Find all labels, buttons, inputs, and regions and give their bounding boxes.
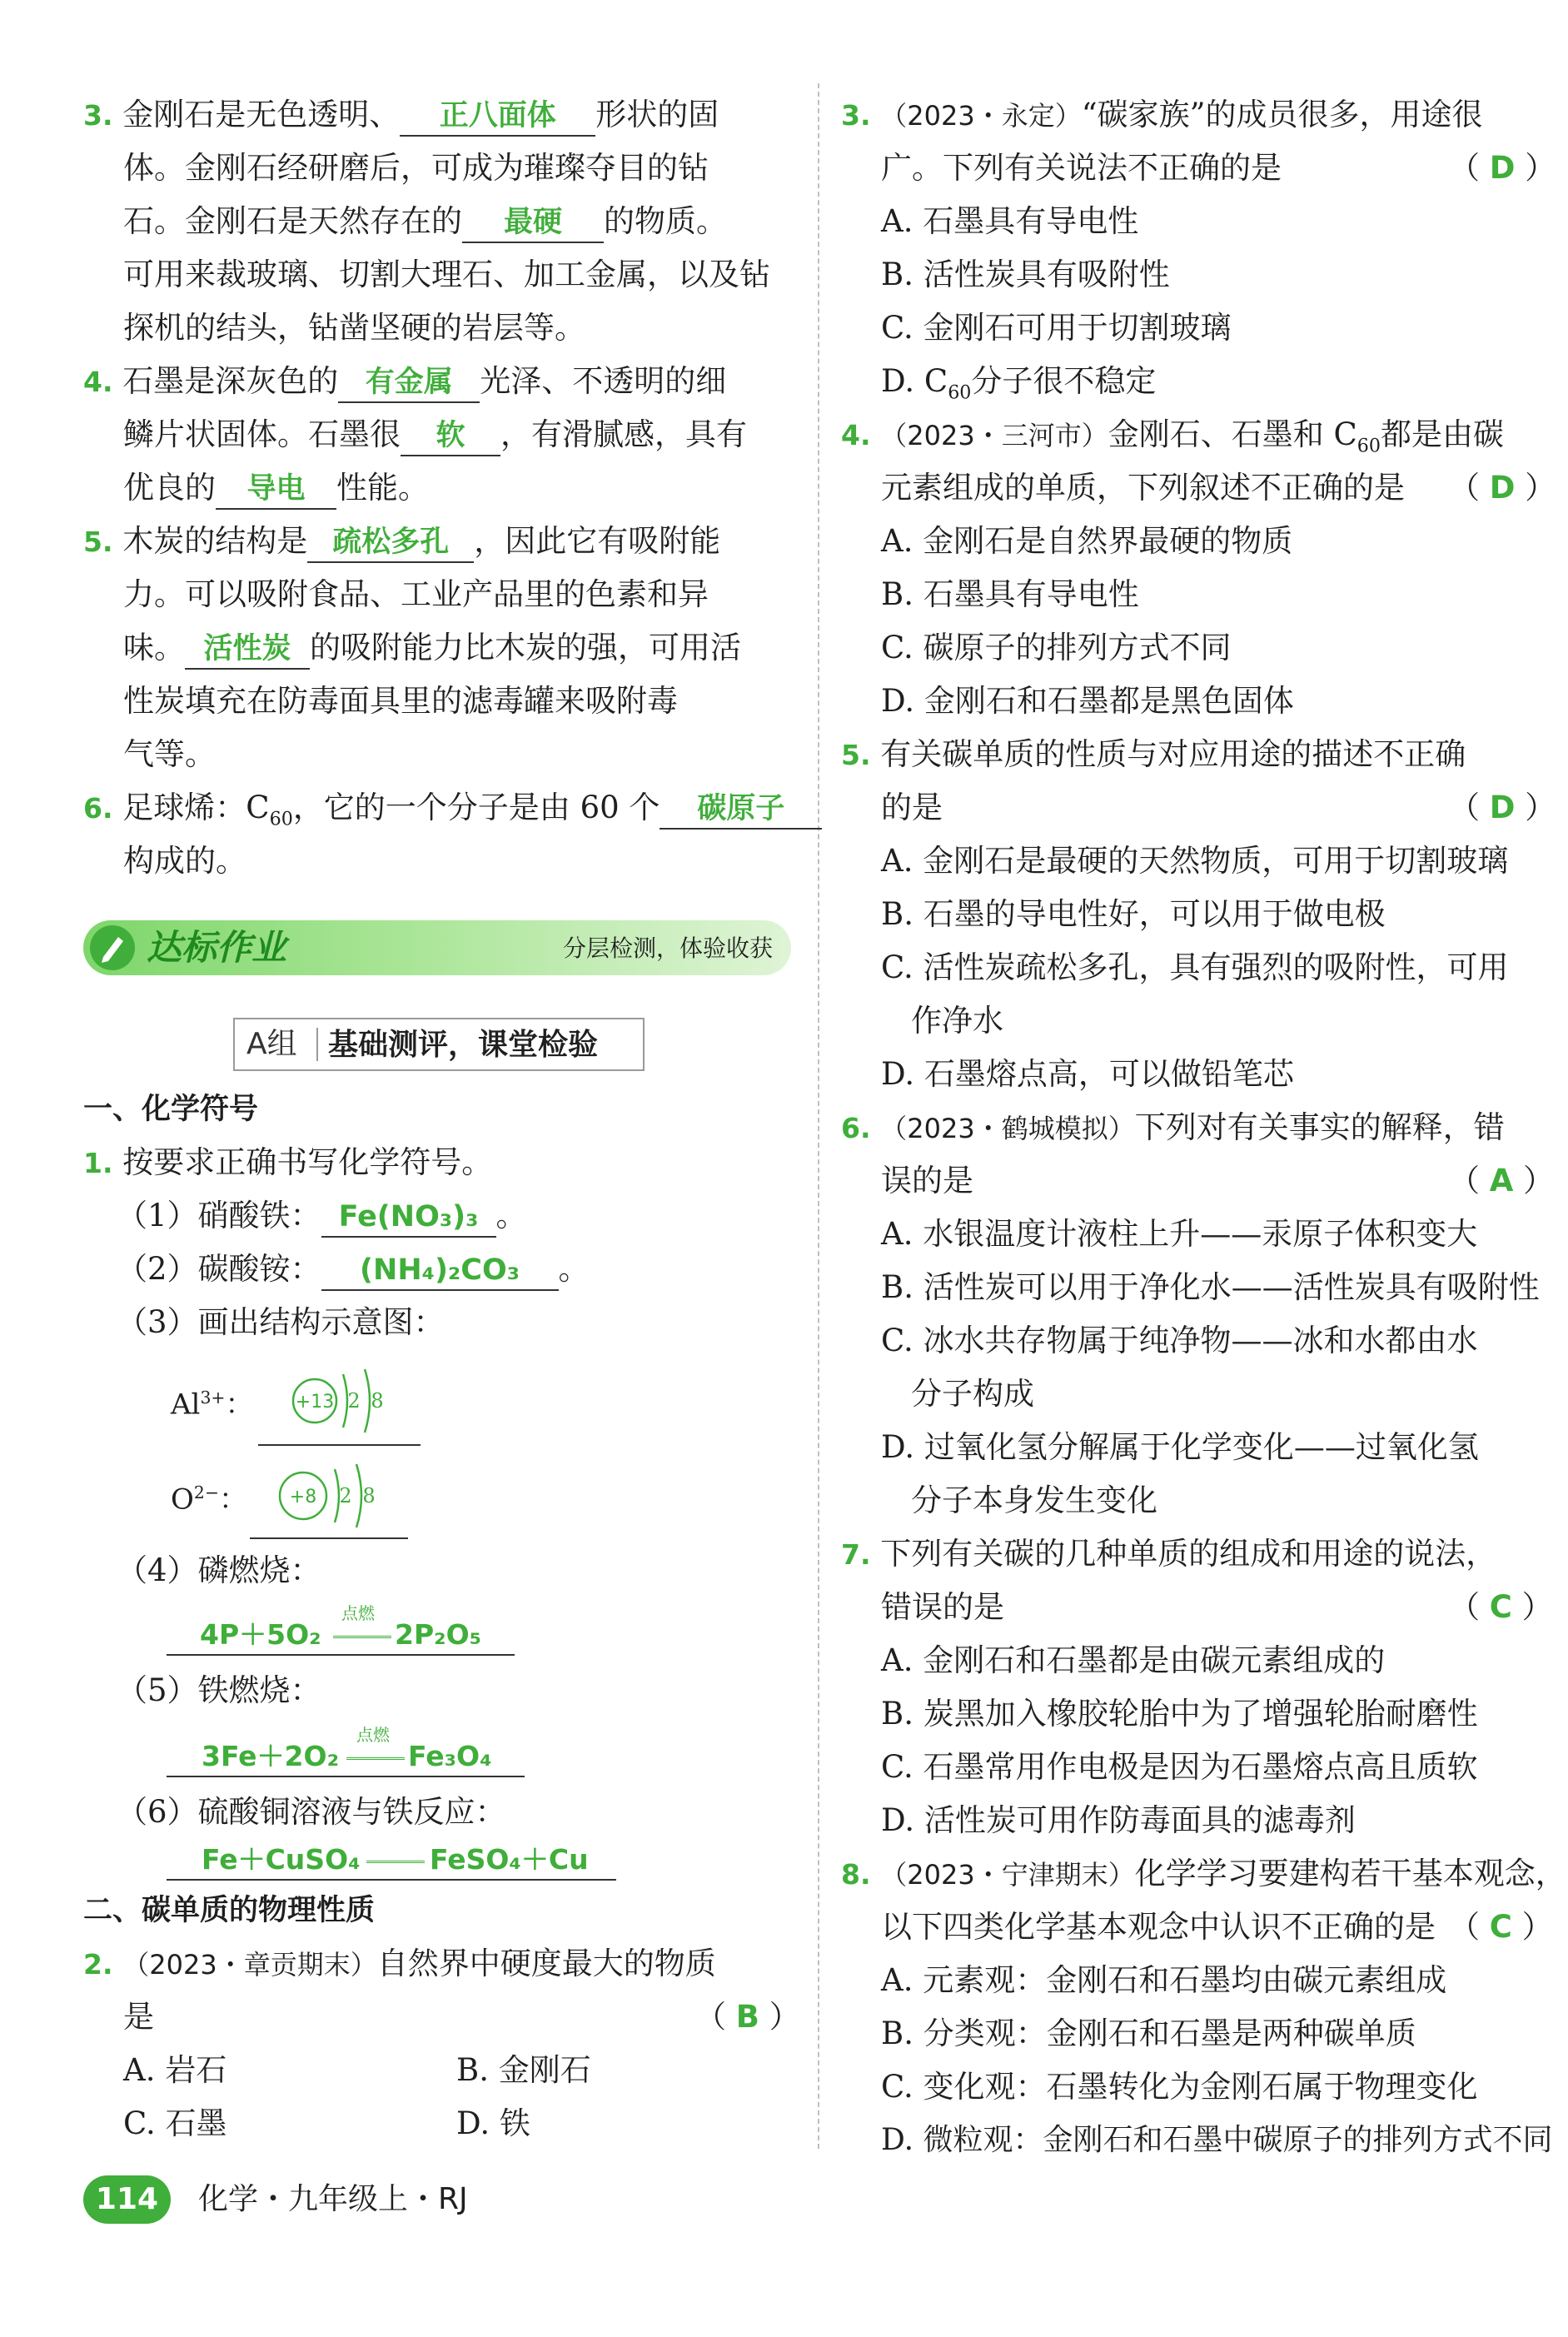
r-q6-option-c: C. 冰水共存物属于纯净物——冰和水都由水 [881, 1323, 1478, 1358]
r-q5-option-d: D. 石墨熔点高，可以做铅笔芯 [881, 1056, 1294, 1092]
q3-line-4: 可用来裁玻璃、切割大理石、加工金属，以及钻 [123, 257, 770, 292]
page-number: 114 [83, 2175, 171, 2224]
equation-5-left: 3Fe＋2O₂ [202, 1740, 340, 1772]
q3-blank-1: 正八面体 [400, 97, 595, 137]
q5-blank-1: 疏松多孔 [307, 523, 474, 563]
r-q7-option-b: B. 炭黑加入橡胶轮胎中为了增强轮胎耐磨性 [881, 1696, 1478, 1732]
r-q7-option-d: D. 活性炭可用作防毒面具的滤毒剂 [881, 1802, 1356, 1838]
r-q7-line-1: 7. 下列有关碳的几种单质的组成和用途的说法， [841, 1536, 1497, 1572]
q2-option-b: B. 金刚石 [456, 2052, 591, 2088]
r-q6-option-d-cont: 分子本身发生变化 [911, 1482, 1157, 1518]
r-q8-line-2: 以下四类化学基本观念中认识不正确的是 [881, 1909, 1436, 1945]
r-q5-option-c-cont: 作净水 [911, 1003, 1003, 1039]
q1-part-3: （3）画出结构示意图： [117, 1304, 445, 1340]
equation-5-underline [167, 1776, 525, 1777]
q4-blank-2: 软 [401, 416, 500, 456]
r-q4-option-d: D. 金刚石和石墨都是黑色固体 [881, 683, 1294, 719]
r-q4-line-2: 元素组成的单质，下列叙述不正确的是 [881, 470, 1405, 506]
equation-4-right: 2P₂O₅ [395, 1618, 482, 1651]
equation-4-condition: 点燃 [341, 1603, 375, 1623]
q5-line-4: 性炭填充在防毒面具里的滤毒罐来吸附毒 [123, 683, 678, 719]
r-q4-option-b: B. 石墨具有导电性 [881, 576, 1139, 612]
r-q8-option-a: A. 元素观：金刚石和石墨均由碳元素组成 [881, 1962, 1447, 1998]
equation-6-right: FeSO₄＋Cu [430, 1843, 589, 1876]
r-q3-option-d: D. $C_{60}$分子很不稳定 [881, 363, 1157, 404]
r-q6-option-a: A. 水银温度计液柱上升——汞原子体积变大 [881, 1216, 1478, 1252]
equation-5-equals [346, 1757, 405, 1762]
r-q4-answer-paren: （ D ） [1449, 470, 1556, 506]
q5-blank-2: 活性炭 [185, 630, 310, 670]
r-q4-option-c: C. 碳原子的排列方式不同 [881, 630, 1232, 665]
q3-line-1: 3. 金刚石是无色透明、 正八面体 形状的固 [83, 93, 719, 137]
q6-blank-1: 碳原子 [660, 790, 822, 830]
q5-line-1: 5. 木炭的结构是 疏松多孔 ，因此它有吸附能 [83, 520, 720, 564]
q3-line-5: 探机的结头，钻凿坚硬的岩层等。 [123, 310, 585, 346]
q4-line-3: 优良的 导电 性能。 [123, 466, 429, 510]
o-shell-2-electrons: 8 [362, 1484, 376, 1507]
q6-line-2: 构成的。 [123, 843, 246, 879]
r-q6-option-d: D. 过氧化氢分解属于化学变化——过氧化氢 [881, 1429, 1479, 1465]
r-q7-option-a: A. 金刚石和石墨都是由碳元素组成的 [881, 1642, 1386, 1678]
q3-blank-2: 最硬 [462, 203, 604, 243]
q1-answer-2: (NH₄)₂CO₃ [321, 1251, 559, 1291]
r-q8-answer-paren: （ C ） [1449, 1909, 1553, 1945]
pencil-icon [90, 925, 135, 970]
r-q5-option-b: B. 石墨的导电性好，可以用于做电极 [881, 896, 1386, 932]
group-label: A组 [246, 1027, 297, 1061]
q1-intro: 1. 按要求正确书写化学符号。 [83, 1144, 493, 1180]
q1-part-6: （6）硫酸铜溶液与铁反应： [117, 1794, 506, 1830]
o-atomic-structure-diagram [250, 1453, 416, 1544]
equation-6-left: Fe＋CuSO₄ [202, 1843, 361, 1876]
al-shell-2-electrons: 8 [371, 1389, 384, 1413]
r-q5-line-1: 5. 有关碳单质的性质与对应用途的描述不正确 [841, 736, 1466, 772]
r-q6-line-1: 6. （2023・鹤城模拟）下列对有关事实的解释，错 [841, 1109, 1505, 1145]
r-q6-option-c-cont: 分子构成 [911, 1376, 1034, 1412]
r-q7-option-c: C. 石墨常用作电极是因为石墨熔点高且质软 [881, 1749, 1478, 1785]
equation-6-equals [366, 1861, 425, 1866]
r-q8-line-1: 8. （2023・宁津期末）化学学习要建构若干基本观念， [841, 1856, 1566, 1891]
banner-subtitle: 分层检测，体验收获 [562, 934, 773, 962]
r-q5-option-a: A. 金刚石是最硬的天然物质，可用于切割玻璃 [881, 843, 1509, 879]
equation-5-right: Fe₃O₄ [408, 1740, 492, 1772]
r-q3-option-a: A. 石墨具有导电性 [881, 203, 1139, 239]
o-shell-1-electrons: 2 [339, 1484, 352, 1507]
equation-4-underline [167, 1654, 515, 1656]
q4-line-1: 4. 石墨是深灰色的 有金属 光泽、不透明的细 [83, 360, 726, 404]
equation-6-underline [167, 1879, 616, 1881]
al-atomic-structure-diagram [250, 1359, 425, 1451]
q1-part-1: （1）硝酸铁： Fe(NO₃)₃ 。 [117, 1194, 527, 1238]
r-q5-answer-paren: （ D ） [1449, 790, 1556, 825]
q4-line-2: 鳞片状固体。石墨很 软 ，有滑腻感，具有 [123, 413, 747, 456]
r-q5-line-2: 的是 [881, 790, 943, 825]
r-q7-line-2: 错误的是 [881, 1589, 1004, 1625]
q2-option-c: C. 石墨 [123, 2105, 227, 2141]
q2-line-1: 2. （2023・章贡期末）自然界中硬度最大的物质 [83, 1946, 716, 1981]
r-q4-option-a: A. 金刚石是自然界最硬的物质 [881, 523, 1293, 559]
q6-line-1: 6. 足球烯：$C_{60}$，它的一个分子是由 60 个 碳原子 [83, 786, 822, 840]
section-heading-1: 一、化学符号 [83, 1093, 259, 1126]
r-q8-option-d: D. 微粒观：金刚石和石墨中碳原子的排列方式不同 [881, 2123, 1553, 2157]
footer-book-title: 化学・九年级上・RJ [198, 2182, 468, 2216]
q5-line-3: 味。 活性炭 的吸附能力比木炭的强，可用活 [123, 626, 741, 670]
q5-line-5: 气等。 [123, 736, 216, 772]
al-ion-label: $Al^{3+}$： [171, 1388, 254, 1422]
q1-part-5: （5）铁燃烧： [117, 1672, 321, 1708]
r-q6-option-b: B. 活性炭可以用于净化水——活性炭具有吸附性 [881, 1269, 1540, 1305]
q5-line-2: 力。可以吸附食品、工业产品里的色素和异 [123, 576, 709, 612]
q2-answer-paren: （ B ） [695, 1999, 800, 2035]
r-q7-answer-paren: （ C ） [1449, 1589, 1553, 1625]
group-a-box [233, 1018, 645, 1071]
r-q8-option-c: C. 变化观：石墨转化为金刚石属于物理变化 [881, 2069, 1478, 2105]
r-q3-option-c: C. 金刚石可用于切割玻璃 [881, 310, 1232, 346]
q1-part-4: （4）磷燃烧： [117, 1552, 321, 1588]
r-q6-answer-paren: （ A ） [1449, 1163, 1555, 1198]
r-q3-line-2: 广。下列有关说法不正确的是 [881, 150, 1282, 186]
equation-4-left: 4P＋5O₂ [200, 1618, 321, 1651]
r-q3-option-b: B. 活性炭具有吸附性 [881, 257, 1170, 292]
al-nucleus-charge: +13 [295, 1392, 335, 1413]
r-q3-answer-paren: （ D ） [1449, 150, 1556, 186]
column-divider [818, 83, 819, 2149]
q2-option-d: D. 铁 [456, 2105, 530, 2141]
q3-line-3: 石。金刚石是天然存在的 最硬 的物质。 [123, 200, 727, 243]
group-divider [316, 1028, 318, 1061]
equation-4-equals [333, 1636, 391, 1641]
r-q5-option-c: C. 活性炭疏松多孔，具有强烈的吸附性，可用 [881, 949, 1509, 985]
r-q8-option-b: B. 分类观：金刚石和石墨是两种碳单质 [881, 2016, 1416, 2051]
homework-banner [83, 920, 791, 975]
o-nucleus-charge: +8 [289, 1487, 317, 1507]
q4-blank-1: 有金属 [338, 363, 480, 403]
group-title: 基础测评，课堂检验 [328, 1027, 599, 1062]
equation-5-condition: 点燃 [356, 1725, 390, 1745]
q3-line-2: 体。金刚石经研磨后，可成为璀璨夺目的钻 [123, 150, 709, 186]
r-q3-line-1: 3. （2023・永定）“碳家族”的成员很多，用途很 [841, 97, 1483, 132]
section-heading-2: 二、碳单质的物理性质 [83, 1894, 376, 1927]
banner-title: 达标作业 [147, 927, 287, 968]
q2-option-a: A. 岩石 [123, 2052, 227, 2088]
q4-blank-3: 导电 [216, 470, 336, 510]
q1-part-2: （2）碳酸铵： (NH₄)₂CO₃ 。 [117, 1248, 590, 1291]
o-ion-label: $O^{2-}$： [171, 1482, 247, 1517]
q1-answer-1: Fe(NO₃)₃ [321, 1198, 496, 1238]
r-q6-line-2: 误的是 [881, 1163, 973, 1198]
q2-line-2: 是 [123, 1999, 154, 2035]
al-shell-1-electrons: 2 [347, 1389, 361, 1413]
r-q4-line-1: 4. （2023・三河市）金刚石、石墨和 $C_{60}$都是由碳 [841, 416, 1505, 457]
